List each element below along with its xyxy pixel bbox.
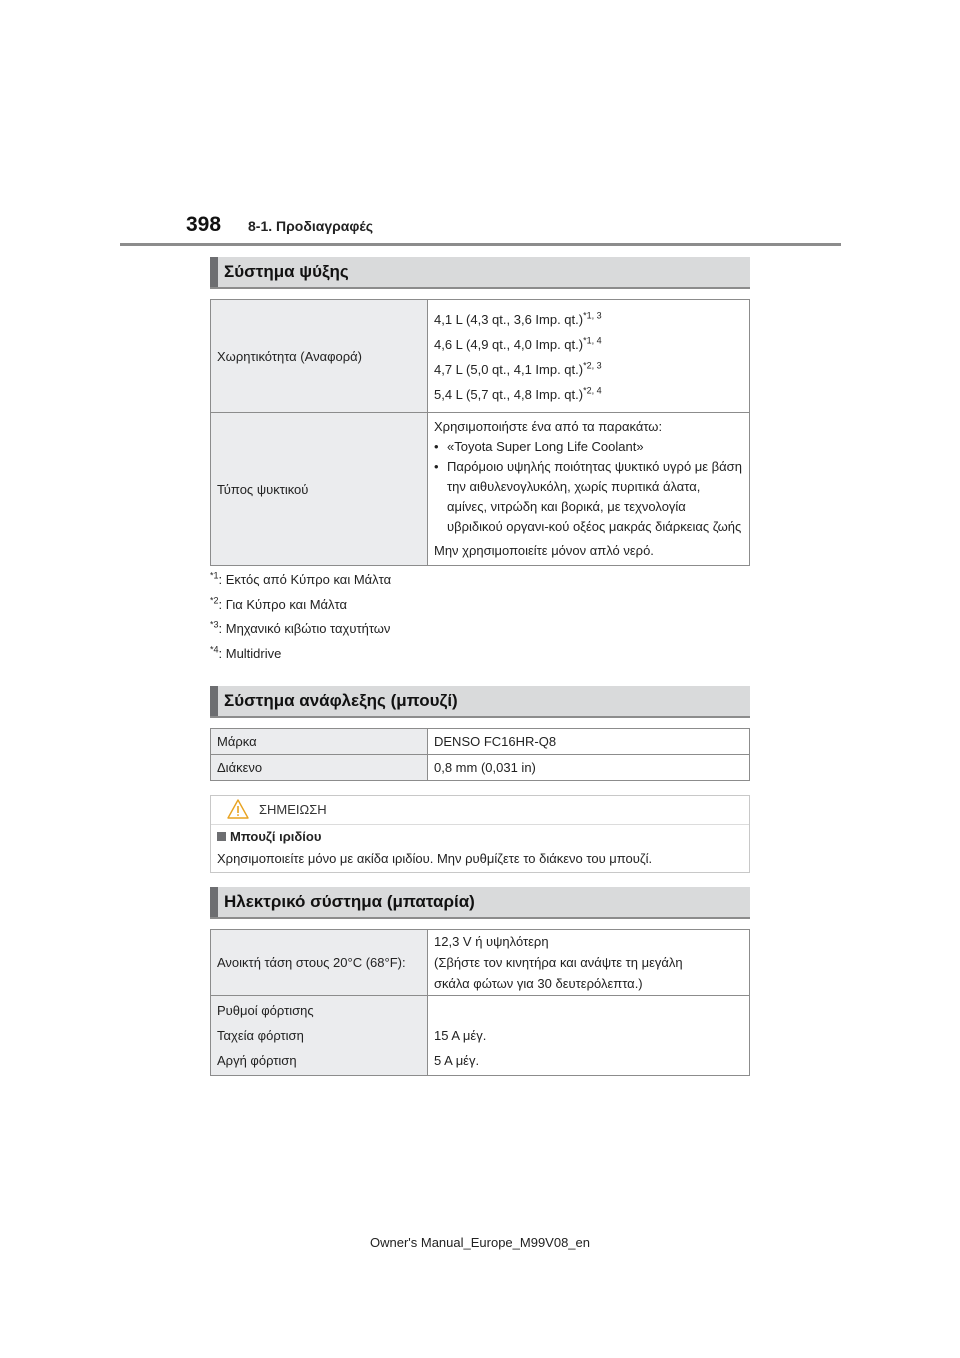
charge-rates-label: Ρυθμοί φόρτισης bbox=[217, 1003, 314, 1018]
bullet-icon: • bbox=[434, 439, 439, 454]
footnotes bbox=[210, 568, 391, 666]
cooling-section-title: Σύστημα ψύξης bbox=[224, 262, 349, 281]
cooling-section-header bbox=[210, 257, 750, 289]
coolant-option: • «Toyota Super Long Life Coolant» bbox=[434, 437, 743, 457]
notice-title: ΣΗΜΕΙΩΣΗ bbox=[259, 802, 327, 817]
capacity-value: 5,4 L (5,7 qt., 4,8 Imp. qt.)$^{*2, 4}$ bbox=[434, 385, 602, 402]
footnote: $^{*3}$: Μηχανικό κιβώτιο ταχυτήτων bbox=[210, 619, 391, 636]
brand-row bbox=[211, 729, 750, 755]
fast-charge-label: Ταχεία φόρτιση bbox=[217, 1028, 304, 1043]
charge-row bbox=[211, 996, 750, 1076]
capacity-row bbox=[211, 300, 750, 413]
electrical-section-title: Ηλεκτρικό σύστημα (μπαταρία) bbox=[224, 892, 475, 911]
notice-subtitle: Μπουζί ιριδίου bbox=[217, 829, 321, 844]
electrical-spec-table bbox=[210, 929, 750, 1076]
voltage-line: (Σβήστε τον κινητήρα και ανάψτε τη μεγάλη bbox=[434, 955, 683, 970]
voltage-values bbox=[428, 930, 750, 996]
ignition-spec-table bbox=[210, 728, 750, 781]
footnote: $^{*2}$: Για Κύπρο και Μάλτα bbox=[210, 595, 348, 612]
section-accent-bar bbox=[210, 257, 218, 287]
voltage-label: Ανοικτή τάση στους 20°C (68°F): bbox=[211, 930, 428, 996]
section-accent-bar bbox=[210, 887, 218, 917]
charge-values bbox=[428, 996, 750, 1076]
coolant-warning: Μην χρησιμοποιείτε μόνον απλό νερό. bbox=[434, 543, 654, 558]
capacity-label: Χωρητικότητα (Αναφορά) bbox=[211, 300, 428, 413]
capacity-value: 4,6 L (4,9 qt., 4,0 Imp. qt.)$^{*1, 4}$ bbox=[434, 335, 602, 352]
gap-label: Διάκενο bbox=[211, 755, 428, 781]
notice-header bbox=[211, 796, 749, 825]
charge-spacer bbox=[434, 998, 743, 1023]
footnote: $^{*4}$: Multidrive bbox=[210, 644, 282, 661]
brand-value: DENSO FC16HR-Q8 bbox=[428, 729, 750, 755]
notice-box bbox=[210, 795, 750, 873]
square-bullet-icon bbox=[217, 832, 226, 841]
capacity-values bbox=[428, 300, 750, 413]
slow-charge-value: 5 A μέγ. bbox=[434, 1053, 480, 1068]
footnote: $^{*1}$: Εκτός από Κύπρο και Μάλτα bbox=[210, 570, 392, 587]
fast-charge-value: 15 A μέγ. bbox=[434, 1028, 487, 1043]
electrical-section-header bbox=[210, 887, 750, 919]
ignition-section-title: Σύστημα ανάφλεξης (μπουζί) bbox=[224, 691, 458, 710]
page-number: 398 bbox=[186, 213, 222, 236]
notice-body: Χρησιμοποιείτε μόνο με ακίδα ιριδίου. Μην ρυθμίζετε το διάκενο του μπουζί. bbox=[217, 851, 653, 866]
section-accent-bar bbox=[210, 686, 218, 716]
capacity-value: 4,1 L (4,3 qt., 3,6 Imp. qt.)$^{*1, 3}$ bbox=[434, 310, 602, 327]
cooling-spec-table bbox=[210, 299, 750, 566]
bullet-icon: • bbox=[434, 459, 439, 474]
coolant-intro: Χρησιμοποιήστε ένα από τα παρακάτω: bbox=[434, 419, 663, 434]
capacity-value: 4,7 L (5,0 qt., 4,1 Imp. qt.)$^{*2, 3}$ bbox=[434, 360, 602, 377]
coolant-values bbox=[428, 413, 750, 566]
voltage-line: σκάλα φώτων για 30 δευτερόλεπτα.) bbox=[434, 976, 643, 991]
coolant-option: • Παρόμοιο υψηλής ποιότητας ψυκτικό υγρό με βάση την αιθυλενογλυκόλη, χωρίς πυριτικά άλατα, αμίνες, νιτρώδη και βορικά, με τεχνολογία υβριδικού οργανι-κού οξέος μακράς διάρκειας ζωής bbox=[434, 459, 742, 534]
gap-value: 0,8 mm (0,031 in) bbox=[428, 755, 750, 781]
slow-charge-label: Αργή φόρτιση bbox=[217, 1053, 297, 1068]
document-footer: Owner's Manual_Europe_M99V08_en bbox=[369, 1235, 590, 1250]
header-divider bbox=[120, 243, 841, 246]
coolant-row bbox=[211, 413, 750, 566]
ignition-section-header bbox=[210, 686, 750, 718]
charge-labels bbox=[211, 996, 428, 1076]
coolant-label: Τύπος ψυκτικού bbox=[211, 413, 428, 566]
warning-triangle-icon bbox=[227, 798, 249, 825]
voltage-line: 12,3 V ή υψηλότερη bbox=[434, 934, 549, 949]
gap-row bbox=[211, 755, 750, 781]
brand-label: Μάρκα bbox=[211, 729, 428, 755]
section-reference: 8-1. Προδιαγραφές bbox=[248, 218, 373, 234]
voltage-row bbox=[211, 930, 750, 996]
